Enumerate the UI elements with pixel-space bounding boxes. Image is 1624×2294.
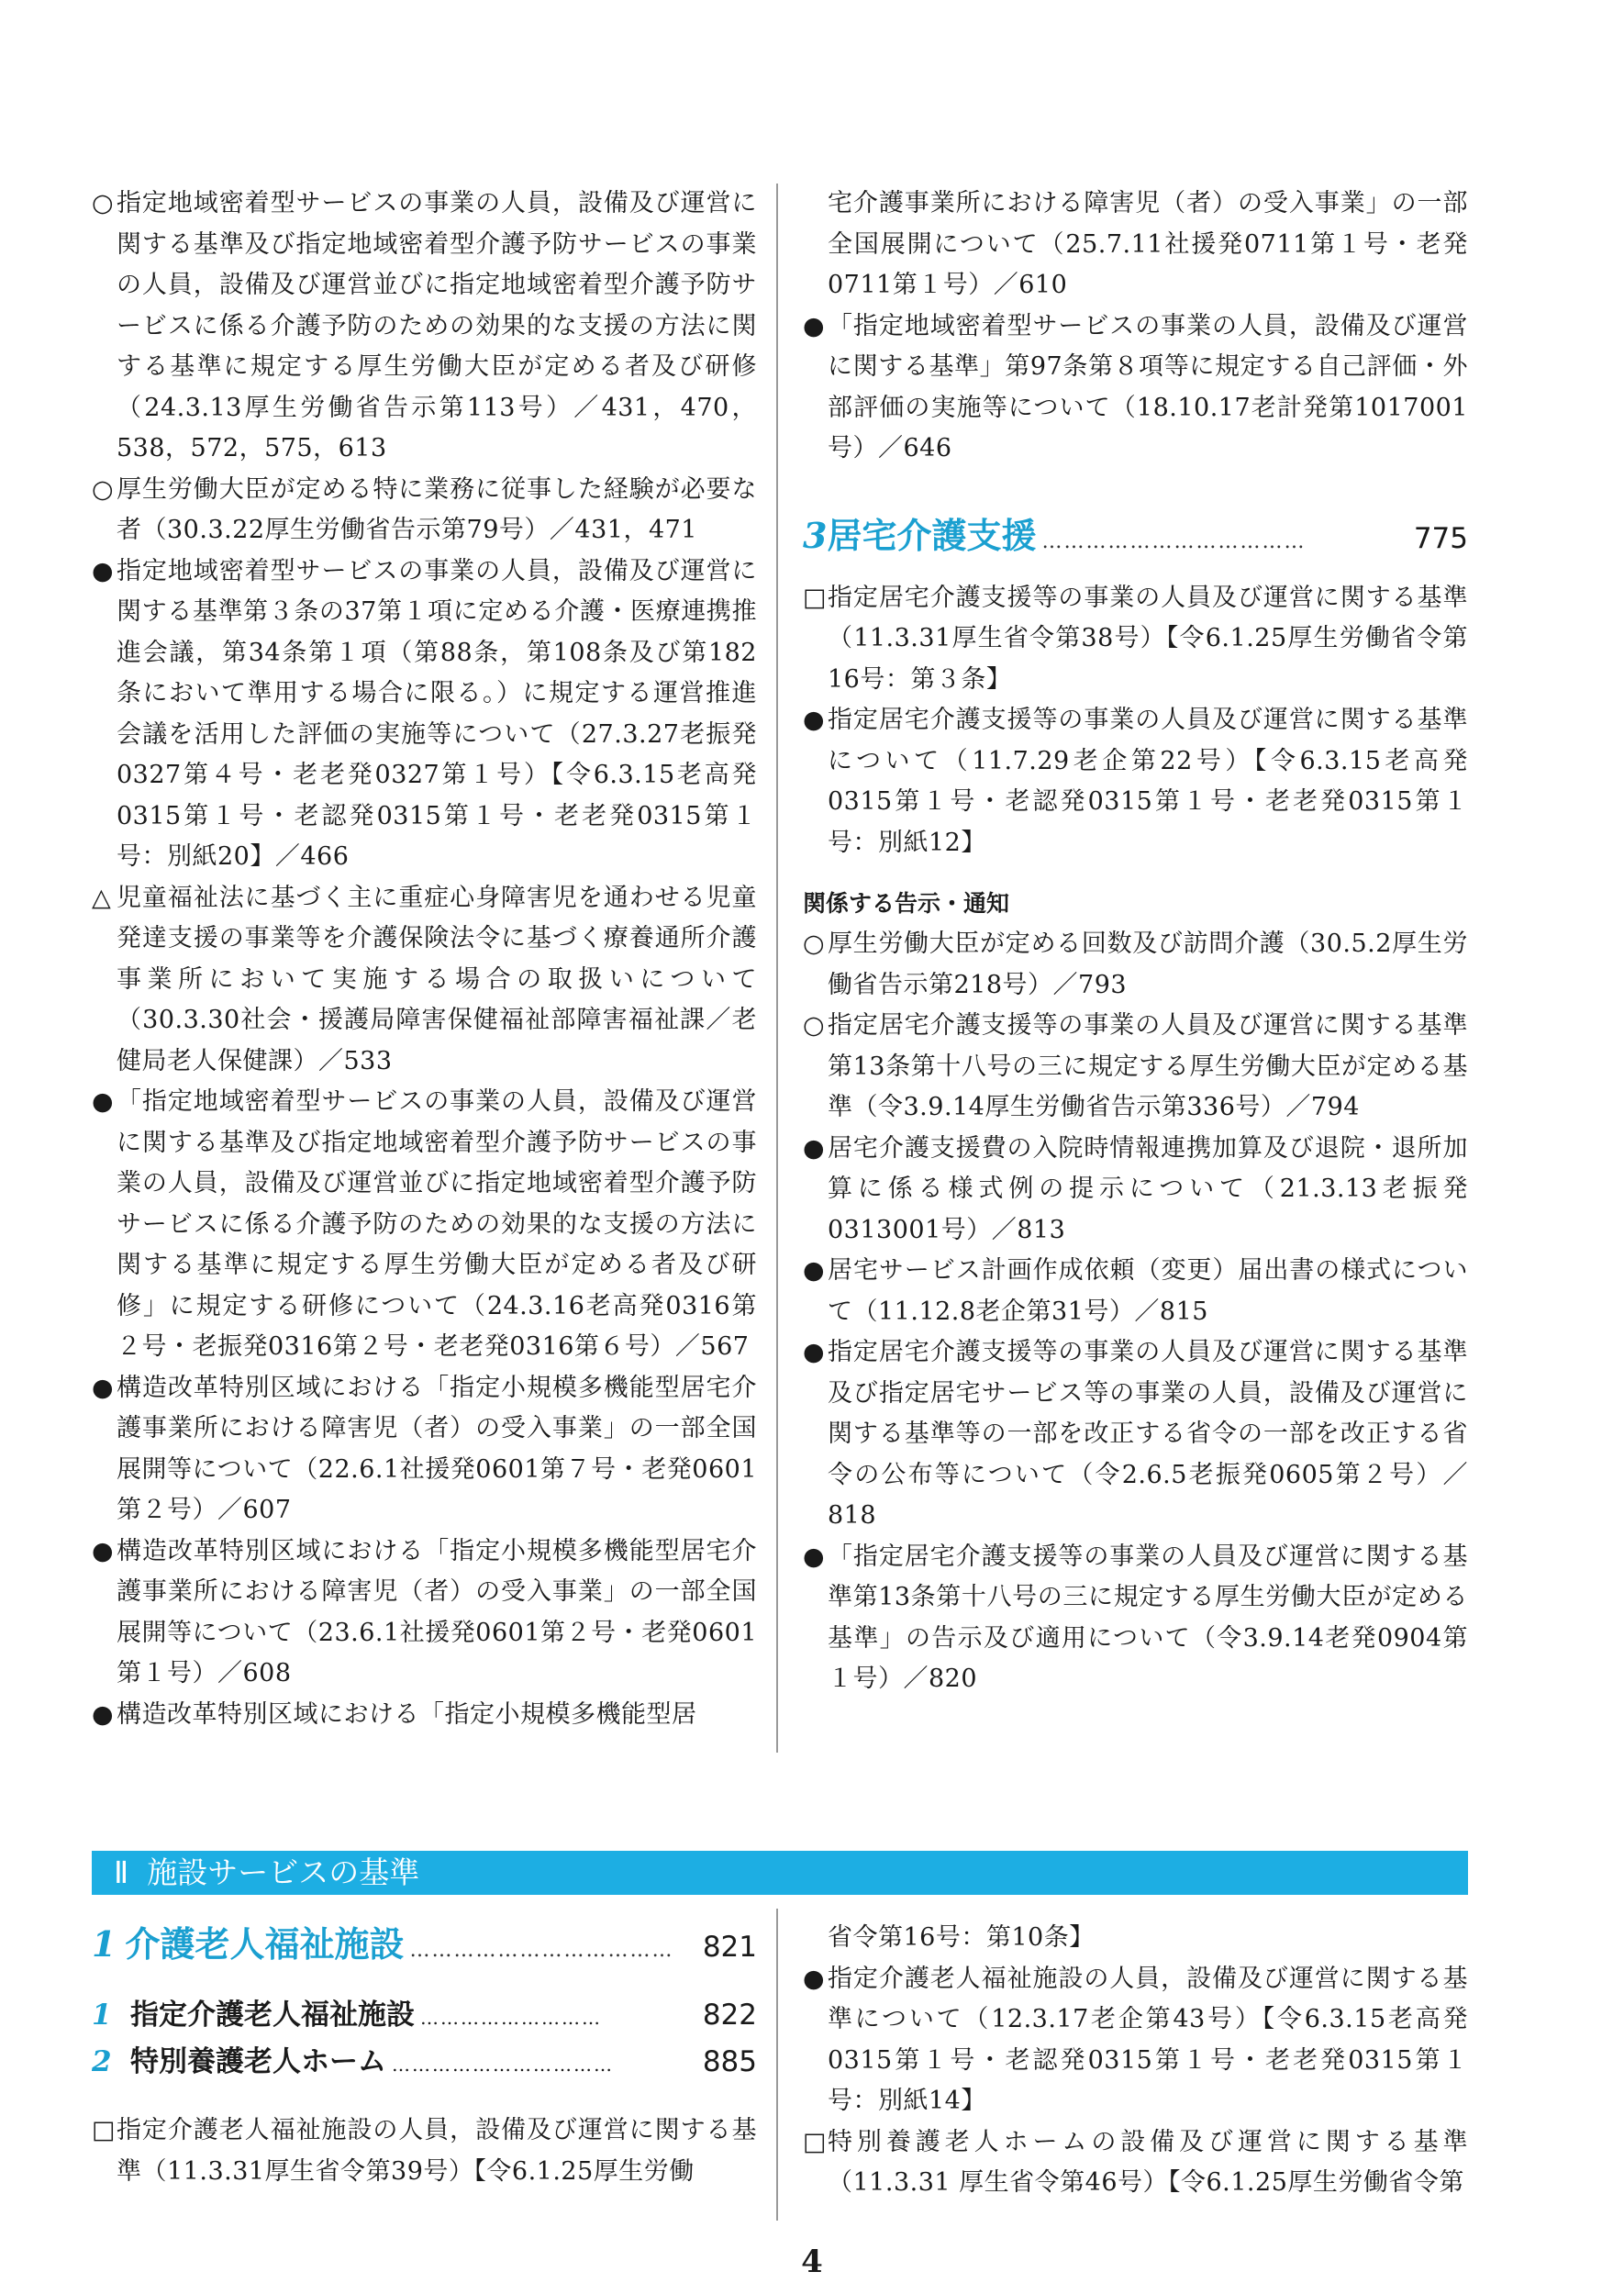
- bullet-marker: ●: [803, 1964, 826, 1993]
- bullet-marker: ●: [92, 1087, 115, 1116]
- bullet-marker: ●: [92, 1699, 115, 1729]
- entry-text: 居宅介護支援費の入院時情報連携加算及び退院・退所加算に係る様式例の提示について（21.3.13老振発0313001号）／813: [828, 1133, 1468, 1244]
- section-number: 3: [803, 514, 828, 556]
- entry-text: 「指定居宅介護支援等の事業の人員及び運営に関する基準第13条第十八号の三に規定する厚生労働大臣が定める基準」の告示及び適用について（令3.9.14老発0904第１号）／820: [828, 1542, 1468, 1693]
- bullet-marker: □: [803, 583, 828, 612]
- list-item: [92, 1695, 757, 1736]
- entry-text: 指定居宅介護支援等の事業の人員及び運営に関する基準について（11.7.29老企第22号）【令6.3.15老高発0315第１号・老認発0315第１号・老老発0315第１号：別紙12】: [828, 706, 1468, 857]
- section-heading-3: [803, 507, 1468, 565]
- list-item: [803, 2122, 1468, 2204]
- section-title: 居宅介護支援: [827, 514, 1037, 556]
- list-item: [803, 306, 1468, 470]
- right-column-top: [803, 184, 1468, 1700]
- section-heading-1: [92, 1916, 757, 1973]
- section-title: 介護老人福祉施設: [125, 1923, 405, 1965]
- entry-text: 「指定地域密着型サービスの事業の人員，設備及び運営に関する基準及び指定地域密着型介護予防サービスの事業の人員，設備及び運営並びに指定地域密着型介護予防サービスに係る介護予防のための効果的な支援の方法に関する基準に規定する厚生労働大臣が定める者及び研修」に規定する研修について（24.3.16老高発0316第２号・老振発0316第２号・老老発0316第６号）／567: [117, 1087, 757, 1361]
- section-page: 775: [1413, 521, 1468, 555]
- leader-dots: ……………………………: [392, 2054, 614, 2076]
- list-item: [803, 1006, 1468, 1129]
- bullet-marker: ○: [803, 930, 826, 958]
- list-item: [803, 1918, 1468, 1959]
- bullet-marker: ●: [92, 1536, 115, 1565]
- entry-text: 厚生労働大臣が定める特に業務に従事した経験が必要な者（30.3.22厚生労働省告示第79号）／431，471: [117, 474, 757, 544]
- subsection-number: 2: [92, 2045, 112, 2078]
- entry-text: 構造改革特別区域における「指定小規模多機能型居宅介護事業所における障害児（者）の受入事業」の一部全国展開等について（22.6.1社援発0601第７号・老発0601第２号）／607: [117, 1373, 757, 1524]
- bullet-marker: ●: [92, 556, 115, 585]
- bullet-marker: ○: [92, 474, 115, 504]
- entry-text: 指定居宅介護支援等の事業の人員及び運営に関する基準（11.3.31厚生省令第38号）【令6.1.25厚生労働省令第16号：第３条】: [828, 583, 1468, 694]
- list-item: [92, 1082, 757, 1368]
- list-item: [803, 578, 1468, 701]
- bullet-marker: ●: [803, 1338, 826, 1366]
- entry-text: 「指定地域密着型サービスの事業の人員，設備及び運営に関する基準」第97条第８項等に規定する自己評価・外部評価の実施等について（18.10.17老計発第1017001号）／646: [828, 311, 1468, 462]
- list-item: [92, 1531, 757, 1695]
- leader-dots: ………………………………: [409, 1939, 674, 1962]
- entry-text: 指定居宅介護支援等の事業の人員及び運営に関する基準第13条第十八号の三に規定する厚生労働大臣が定める基準（令3.9.14厚生労働省告示第336号）／794: [828, 1011, 1468, 1121]
- subsection-heading: [92, 1993, 757, 2040]
- entry-text: 児童福祉法に基づく主に重症心身障害児を通わせる児童発達支援の事業等を介護保険法令に基づく療養通所介護事業所において実施する場合の取扱いについて（30.3.30社会・援護局障害保健福祉部障害福祉課／老健局老人保健課）／533: [117, 883, 757, 1075]
- entry-text: 厚生労働大臣が定める回数及び訪問介護（30.5.2厚生労働省告示第218号）／793: [828, 930, 1468, 999]
- entry-text: 指定地域密着型サービスの事業の人員，設備及び運営に関する基準第３条の37第１項に定める介護・医療連携推進会議，第34条第１項（第88条，第108条及び第182条において準用する場合に限る。）に規定する運営推進会議を活用した評価の実施等について（27.3.27老振発0327第４号・老老発0327第１号）【令6.3.15老高発0315第１号・老認発0315第１号・老老発0315第１号：別紙20】／466: [117, 556, 757, 871]
- list-item: [803, 184, 1468, 306]
- list-item: [92, 2110, 757, 2192]
- bullet-marker: □: [803, 2127, 828, 2156]
- chapter-numeral: Ⅱ: [114, 1854, 129, 1890]
- list-item: [92, 551, 757, 878]
- bullet-marker: ●: [803, 311, 826, 340]
- entry-text: 特別養護老人ホームの設備及び運営に関する基準（11.3.31 厚生省令第46号）【令6.1.25厚生労働省令第: [828, 2127, 1468, 2197]
- entry-text: 構造改革特別区域における「指定小規模多機能型居: [117, 1699, 697, 1729]
- leader-dots: ………………………: [420, 2007, 602, 2029]
- entry-text: 指定介護老人福祉施設の人員，設備及び運営に関する基準について（12.3.17老企第43号）【令6.3.15老高発0315第１号・老認発0315第１号・老老発0315第１号：別紙14】: [828, 1964, 1468, 2115]
- list-item: [803, 1251, 1468, 1332]
- list-item: [803, 1959, 1468, 2122]
- bullet-marker: ●: [803, 706, 826, 734]
- related-notices-label: 関係する告示・通知: [803, 890, 1010, 917]
- left-column-bottom: [92, 1916, 757, 2192]
- bullet-marker: [803, 184, 828, 306]
- entry-text: 宅介護事業所における障害児（者）の受入事業」の一部全国展開について（25.7.11社援発0711第１号・老発0711第１号）／610: [828, 189, 1468, 299]
- bullet-marker: ●: [803, 1542, 826, 1571]
- subsection-page: 822: [702, 1999, 757, 2032]
- leader-dots: ………………………………: [1041, 529, 1307, 553]
- list-item: [803, 700, 1468, 863]
- bullet-marker: □: [92, 2116, 117, 2144]
- bullet-marker: ○: [92, 189, 115, 217]
- list-item: [92, 1368, 757, 1531]
- list-item: [92, 184, 757, 470]
- entry-text: 指定居宅介護支援等の事業の人員及び運営に関する基準及び指定居宅サービス等の事業の人員，設備及び運営に関する基準等の一部を改正する省令の一部を改正する省令の公布等について（令2.6.5老振発0605第２号）／818: [828, 1338, 1468, 1530]
- entry-text: 指定介護老人福祉施設の人員，設備及び運営に関する基準（11.3.31厚生省令第39号）【令6.1.25厚生労働: [117, 2116, 757, 2186]
- list-item: [803, 1129, 1468, 1252]
- bullet-marker: ○: [803, 1011, 826, 1040]
- bullet-marker: ●: [803, 1133, 826, 1163]
- entry-text: 指定地域密着型サービスの事業の人員，設備及び運営に関する基準及び指定地域密着型介護予防サービスの事業の人員，設備及び運営並びに指定地域密着型介護予防サービスに係る介護予防のための効果的な支援の方法に関する基準に規定する厚生労働大臣が定める者及び研修（24.3.13厚生労働省告示第113号）／431，470，538，572，575，613: [117, 189, 757, 462]
- page-number: 4: [801, 2244, 823, 2280]
- subsection-title: 指定介護老人福祉施設: [130, 1999, 415, 2032]
- bullet-marker: ●: [92, 1373, 115, 1402]
- list-item: [803, 1537, 1468, 1700]
- chapter-title: 施設サービスの基準: [147, 1854, 420, 1890]
- entry-text: 構造改革特別区域における「指定小規模多機能型居宅介護事業所における障害児（者）の受入事業」の一部全国展開等について（23.6.1社援発0601第２号・老発0601第１号）／608: [117, 1536, 757, 1687]
- left-column-top: [92, 184, 757, 1735]
- list-item: [92, 878, 757, 1083]
- list-item: [803, 924, 1468, 1006]
- bullet-marker: △: [92, 883, 112, 912]
- section-page: 821: [702, 1931, 757, 1964]
- entry-text: 省令第16号：第10条】: [828, 1923, 1095, 1952]
- subsection-heading: [92, 2040, 757, 2087]
- subsection-title: 特別養護老人ホーム: [130, 2045, 386, 2078]
- column-divider-bottom: [776, 1909, 778, 2221]
- column-divider-top: [776, 184, 778, 1753]
- subsection-number: 1: [92, 1999, 112, 2032]
- list-item: [803, 1332, 1468, 1537]
- bullet-marker: [803, 1918, 828, 1959]
- bullet-marker: ●: [803, 1256, 826, 1285]
- list-item: [92, 470, 757, 551]
- subsection-page: 885: [702, 2045, 757, 2078]
- chapter-banner: [92, 1851, 1468, 1895]
- section-number: 1: [92, 1923, 117, 1965]
- entry-text: 居宅サービス計画作成依頼（変更）届出書の様式について（11.12.8老企第31号）／815: [828, 1256, 1468, 1326]
- right-column-bottom: [803, 1918, 1468, 2204]
